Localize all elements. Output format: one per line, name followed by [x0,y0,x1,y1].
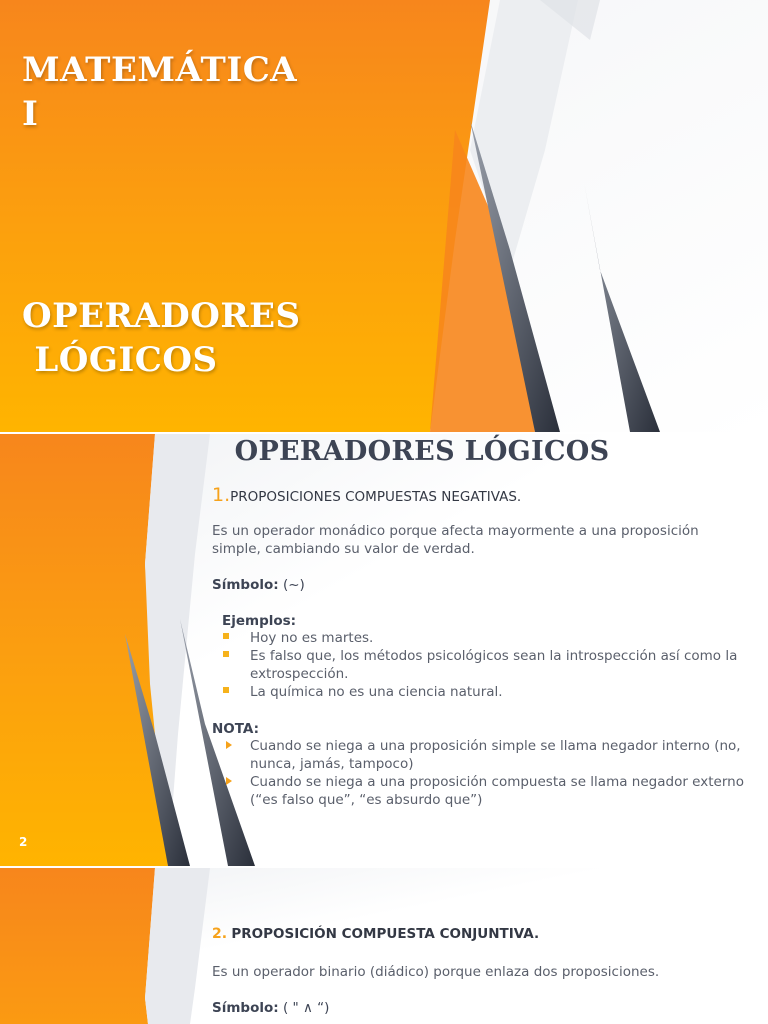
section-title [212,484,521,506]
course-title [22,48,297,136]
section-number: 2. [212,926,228,942]
section-title-text: PROPOSICIÓN COMPUESTA CONJUNTIVA. [231,926,540,942]
list-item: Cuando se niega a una proposición simple se llama negador interno (no, nunca, jamás, tampoco) [212,737,744,773]
section-title [212,926,539,942]
symbol-line [212,999,744,1017]
topic-title [22,294,301,382]
note-label: NOTA: [212,721,260,737]
content-slide-conjunction [0,868,768,1024]
symbol-label: Símbolo: [212,1000,279,1016]
bullet-square-icon [223,651,229,657]
list-item: Cuando se niega a una proposición compuesta se llama negador externo (“es falso que”, “es absurdo que”) [212,773,744,809]
bullet-arrow-icon [226,741,232,749]
slide-heading: OPERADORES LÓGICOS [234,436,610,467]
list-item: La química no es una ciencia natural. [212,683,744,701]
topic-title-line: OPERADORES [22,296,301,336]
content-slide-negation [0,434,768,866]
bullet-square-icon [223,687,229,693]
page-number: 2 [19,835,28,849]
description-text: Es un operador monádico porque afecta mayormente a una proposición simple, cambiando su valor de verdad. [212,523,699,557]
list-item: Hoy no es martes. [212,629,744,647]
bullet-arrow-icon [226,777,232,785]
topic-title-line: LÓGICOS [22,340,218,380]
course-title-line: MATEMÁTICA [22,50,298,90]
symbol-value: (~) [278,577,305,593]
symbol-line [212,576,744,594]
section-title-text: PROPOSICIONES COMPUESTAS NEGATIVAS. [230,489,522,505]
notes-list [212,737,744,809]
examples-label: Ejemplos: [222,613,297,629]
cover-slide [0,0,768,432]
section-number: 1. [212,484,231,506]
bullet-square-icon [223,633,229,639]
symbol-label: Símbolo: [212,577,279,593]
list-item: Es falso que, los métodos psicológicos sean la introspección así como la extrospección. [212,647,744,683]
description-text: Es un operador binario (diádico) porque enlaza dos proposiciones. [212,964,660,980]
course-title-line: I [22,94,39,134]
symbol-value: ( " ∧ “) [278,1000,330,1016]
examples-list [212,629,744,701]
